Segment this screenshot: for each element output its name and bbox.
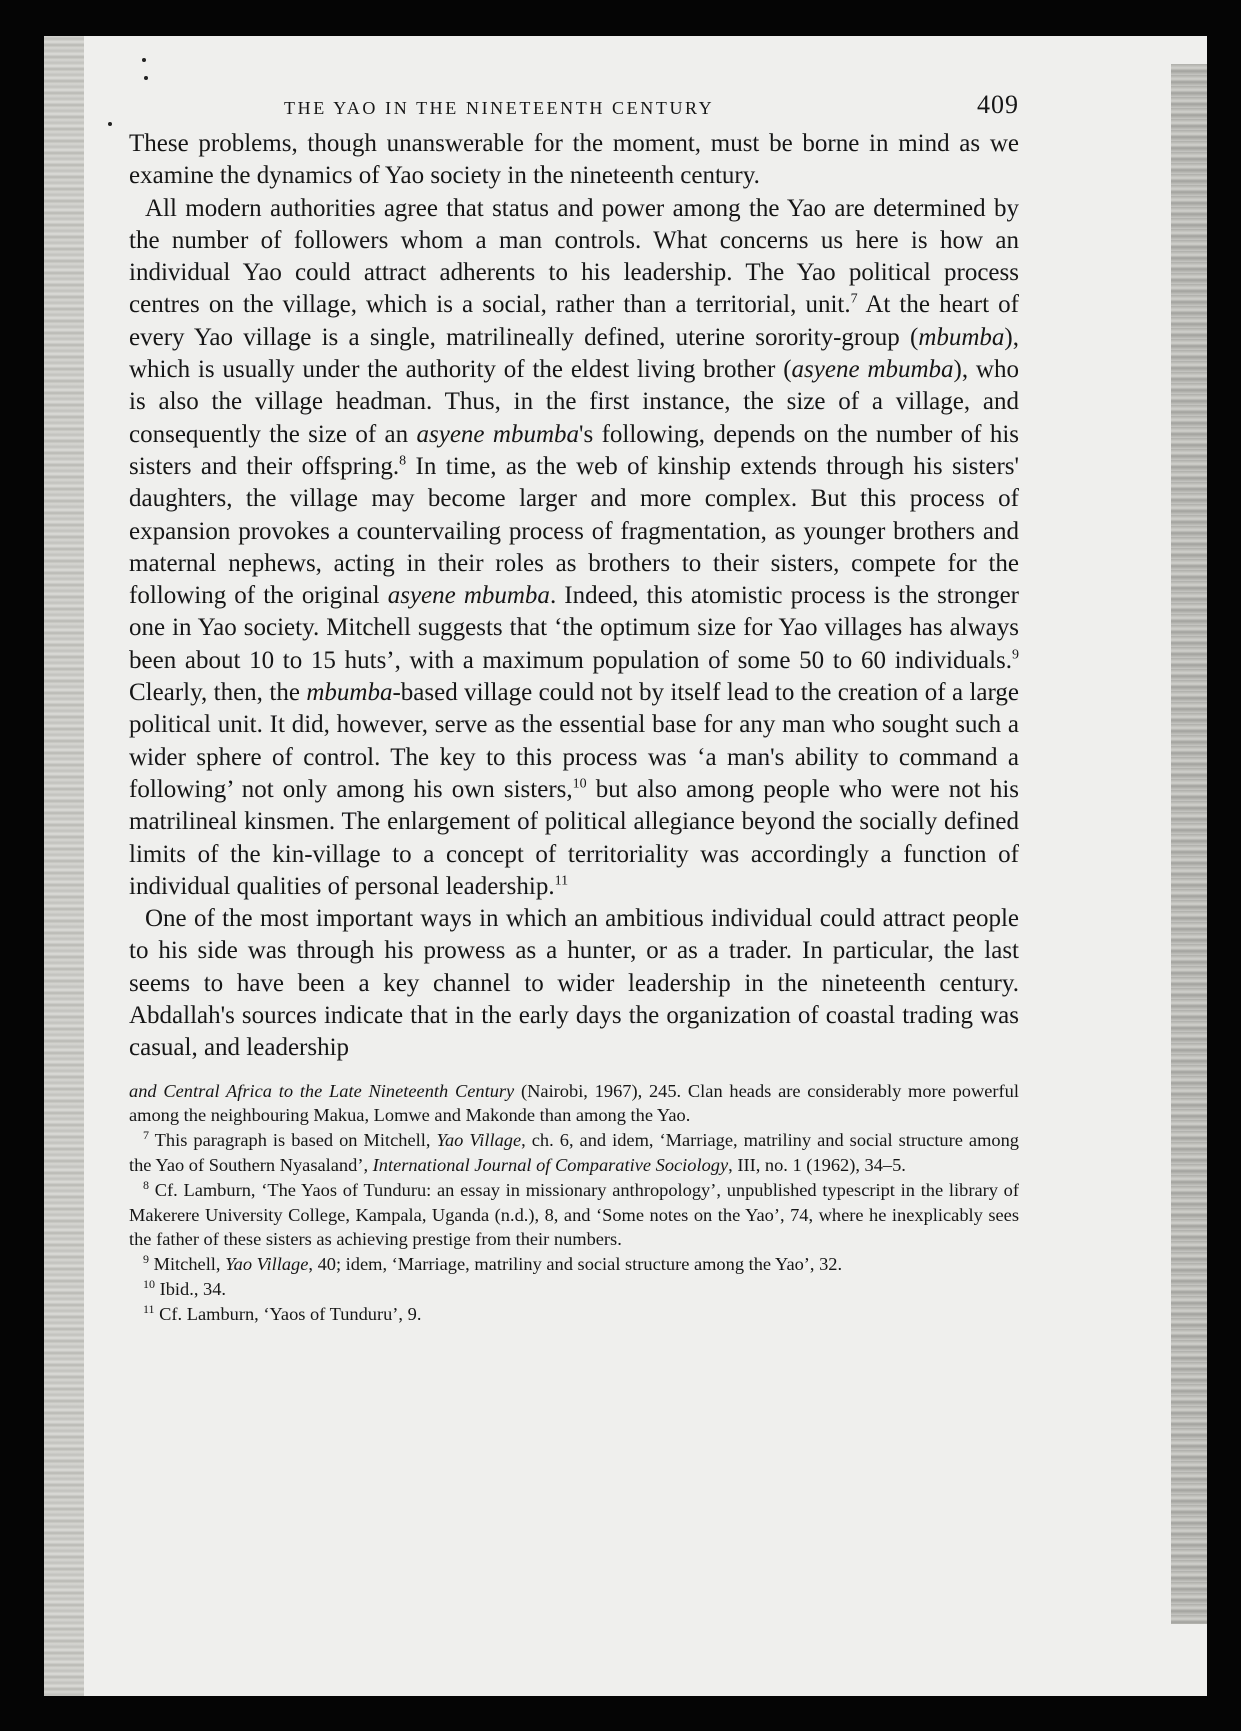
- text-run: 's following, depends on the number of his sisters and their offspring.: [129, 420, 1019, 480]
- text-run: , 40; idem, ‘Marriage, matriliny and social structure among the Yao’, 32.: [308, 1254, 843, 1275]
- footnote-ref-8: 8: [399, 453, 407, 469]
- text-run: Cf. Lamburn, ‘The Yaos of Tunduru: an essay in missionary anthropology’, unpublished typescript in the library of Makerere University College, Kampala, Uganda (n.d.), 8, and ‘Some notes on the Yao’, 74, where he inexplicably sees the father of these sisters as achieving prestige from their numbers.: [129, 1179, 1019, 1250]
- scan-edge-right: [1171, 64, 1207, 1624]
- running-title: THE YAO IN THE NINETEENTH CENTURY: [284, 98, 715, 118]
- text-run: Clearly, then, the: [129, 679, 307, 707]
- footnote-ref-7: 7: [850, 292, 858, 308]
- term-mbumba: mbumba: [306, 679, 393, 707]
- footnote-10: [129, 1277, 1019, 1302]
- footnote-ref-10: 10: [572, 776, 587, 792]
- footnote-11: [129, 1302, 1019, 1327]
- page-number: 409: [977, 90, 1019, 119]
- paragraph-1: [129, 128, 1019, 193]
- footnote-continuation: [129, 1079, 1019, 1129]
- paragraph-2: [129, 193, 1019, 904]
- scan-speck: [108, 122, 112, 126]
- term-asyene-mbumba: asyene mbumba: [416, 420, 579, 448]
- text-run: (Nairobi, 1967), 245. Clan heads are considerably more powerful among the neighbouring Makua, Lomwe and Makonde than among the Yao.: [129, 1080, 1019, 1126]
- text-run: At the heart of every Yao village is a single, matrilineally defined, uterine sorority-group (: [129, 291, 1019, 351]
- scanned-page: [44, 36, 1207, 1696]
- cited-title: International Journal of Comparative Sociology: [372, 1155, 729, 1175]
- footnote-number: 8: [143, 1177, 149, 1192]
- page-content: [129, 90, 1019, 1327]
- footnotes: [129, 1079, 1019, 1327]
- cited-title: and Central Africa to the Late Nineteenth Century: [129, 1080, 515, 1101]
- text-run: All modern authorities agree that status and power among the Yao are determined by the number of followers whom a man controls. What concerns us here is how an individual Yao could attract adherents to his leadership. The Yao political process centres on the village, which is a social, rather than a territorial, unit.: [129, 194, 1019, 319]
- text-run: Mitchell,: [149, 1254, 226, 1275]
- footnote-number: 7: [143, 1128, 149, 1143]
- footnote-number: 10: [143, 1276, 155, 1291]
- body-text: [129, 128, 1019, 1065]
- scan-speck: [144, 76, 148, 80]
- scan-edge-left: [44, 36, 84, 1696]
- paragraph-3-text: One of the most important ways in which an ambitious individual could attract people to his side was through his prowess as a hunter, or as a trader. In particular, the last seems to have been a key channel to wider leadership in the nineteenth century. Abdallah's sources indicate that in the early days the organization of coastal trading was casual, and leadership: [129, 905, 1019, 1062]
- text-run: , ch. 6, and idem, ‘Marriage, matriliny and social structure among the Yao of Southern Nyasaland’,: [129, 1130, 1019, 1175]
- term-asyene-mbumba: asyene mbumba: [387, 582, 550, 610]
- paragraph-1-text: These problems, though unanswerable for the moment, must be borne in mind as we examine the dynamics of Yao society in the nineteenth century.: [129, 130, 1019, 190]
- text-run: but also among people who were not his matrilineal kinsmen. The enlargement of political allegiance beyond the socially defined limits of the kin-village to a concept of territoriality was accordingly a function of individual qualities of personal leadership.: [129, 775, 1019, 900]
- text-run: ), which is usually under the authority of the eldest living brother (: [129, 323, 1019, 384]
- footnote-ref-11: 11: [554, 873, 569, 889]
- scan-speck: [142, 58, 146, 62]
- text-run: Ibid., 34.: [155, 1278, 227, 1299]
- text-run: ), who is also the village headman. Thus, in the first instance, the size of a village, and consequently the size of an: [129, 356, 1019, 448]
- footnote-7: [129, 1128, 1019, 1178]
- text-run: -based village could not by itself lead to the creation of a large political unit. It did, however, serve as the essential base for any man who sought such a wider sphere of control. The key to this process was ‘a man's ability to command a following’ not only among his own sisters,: [129, 679, 1019, 803]
- footnote-number: 9: [143, 1252, 149, 1267]
- text-run: In time, as the web of kinship extends through his sisters' daughters, the village may become larger and more complex. But this process of expansion provokes a countervailing process of fragmentation, as younger brothers and maternal nephews, acting in their roles as brothers to their sisters, compete for the following of the original: [129, 452, 1020, 610]
- footnote-9: [129, 1252, 1019, 1277]
- text-run: , III, no. 1 (1962), 34–5.: [728, 1155, 906, 1175]
- text-run: This paragraph is based on Mitchell,: [149, 1130, 437, 1151]
- running-head: [129, 90, 1019, 124]
- text-run: . Indeed, this atomistic process is the stronger one in Yao society. Mitchell suggests that ‘the optimum size for Yao villages has always been about 10 to 15 huts’, with a maximum population of some 50 to 60 individuals.: [129, 582, 1019, 674]
- term-mbumba: mbumba: [918, 323, 1005, 351]
- cited-title: Yao Village: [436, 1130, 522, 1151]
- term-asyene-mbumba: asyene mbumba: [791, 356, 954, 384]
- footnote-number: 11: [143, 1301, 155, 1316]
- text-run: Cf. Lamburn, ‘Yaos of Tunduru’, 9.: [154, 1303, 422, 1324]
- footnote-ref-9: 9: [1012, 647, 1019, 663]
- cited-title: Yao Village: [225, 1254, 309, 1275]
- paragraph-3: [129, 903, 1019, 1064]
- footnote-8: [129, 1178, 1019, 1252]
